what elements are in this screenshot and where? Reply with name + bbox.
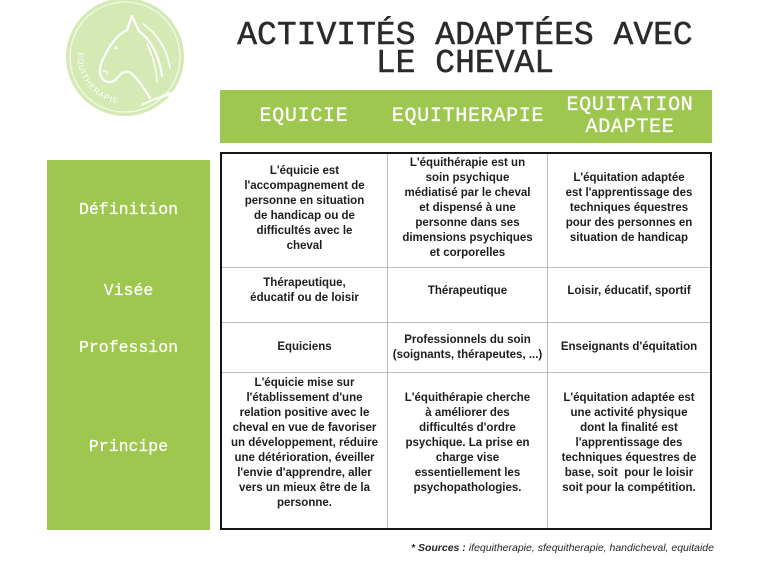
title-line-2: LE CHEVAL	[375, 45, 555, 82]
cell-visee-equicie: Thérapeutique, éducatif ou de loisir	[222, 268, 388, 323]
cell-definition-equitherapie: L'équithérapie est un soin psychique médiatisé par le cheval et dispensé à une personne dans ses dimensions psychiques et corporelles	[388, 154, 548, 268]
cell-principe-equicie: L'équicie mise sur l'établissement d'une relation positive avec le cheval en vue de favoriser un développement, réduire une détérioration, éveiller l'envie d'apprendre, aller vers un mieux être de la personne.	[222, 373, 388, 528]
sources-list: ifequitherapie, sfequitherapie, handicheval, equitaide	[468, 542, 714, 554]
cell-principe-equitation-adaptee: L'équitation adaptée est une activité physique dont la finalité est l'apprentissage des techniques équestres de base, soit pour le loisir soit pour la compétition.	[561, 392, 697, 494]
sources-note	[411, 541, 714, 555]
row-label-principe: Principe	[88, 437, 169, 456]
cell-profession-equicie: Equiciens	[222, 323, 388, 373]
logo-text-path: EQUITHERAPIE	[75, 52, 120, 106]
cell-profession-equitation-adaptee: Enseignants d'équitation	[548, 323, 710, 373]
page-title	[215, 17, 715, 82]
comparison-table	[220, 152, 712, 530]
column-header-equitherapie: EQUITHERAPIE	[391, 104, 545, 128]
title-line-1: ACTIVITÉS ADAPTÉES AVEC	[237, 17, 693, 54]
cell-definition-equicie: L'équicie est l'accompagnement de personne en situation de handicap ou de difficultés avec le cheval	[222, 154, 388, 268]
column-header-band	[220, 90, 712, 143]
column-header-equitation-adaptee: EQUITATION ADAPTEE	[566, 93, 694, 139]
logo	[0, 0, 250, 125]
row-header-band	[47, 160, 210, 530]
row-label-visee: Visée	[103, 281, 154, 300]
cell-visee-equitherapie: Thérapeutique	[388, 268, 548, 323]
cell-profession-equitherapie: Professionnels du soin (soignants, thérapeutes, ...)	[388, 323, 548, 373]
sources-label: * Sources :	[410, 542, 466, 554]
cell-definition-equitation-adaptee: L'équitation adaptée est l'apprentissage des techniques équestres pour des personnes en situation de handicap	[548, 154, 710, 268]
column-header-equicie: EQUICIE	[259, 104, 349, 128]
cell-visee-equitation-adaptee: Loisir, éducatif, sportif	[548, 268, 710, 323]
cell-principe-equitherapie: L'équithérapie cherche à améliorer des difficultés d'ordre psychique. La prise en charge vise essentiellement les psychopathologies.	[388, 373, 548, 528]
row-label-profession: Profession	[78, 338, 179, 357]
row-label-definition: Définition	[78, 200, 179, 219]
horse-eye	[114, 46, 117, 49]
